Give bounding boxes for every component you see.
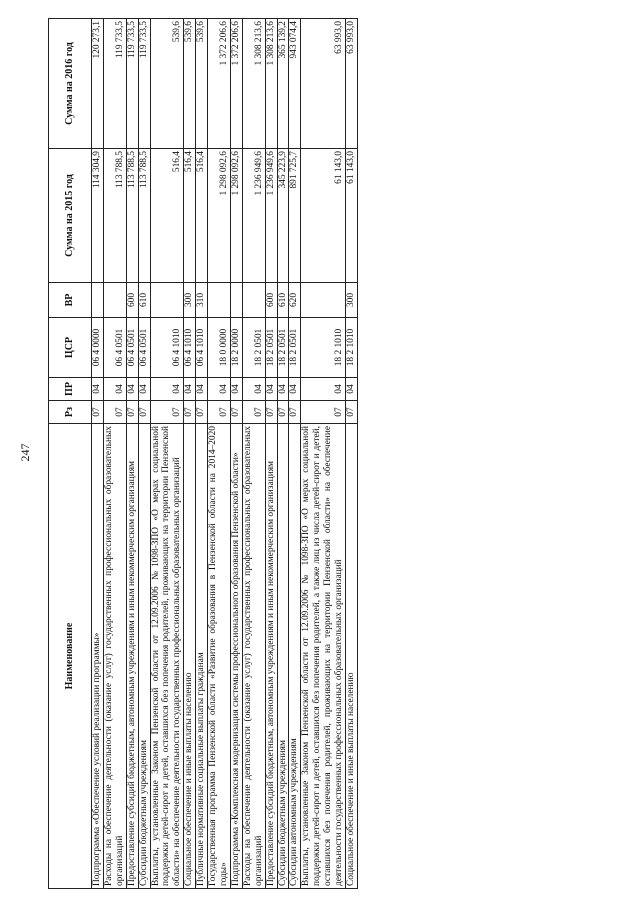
header-sum-2015: Сумма на 2015 год xyxy=(49,149,92,283)
row-pr: 04 xyxy=(184,378,196,401)
row-pr: 04 xyxy=(92,378,104,401)
row-vr: 610 xyxy=(138,283,150,318)
row-vr: 310 xyxy=(196,283,208,318)
row-pr: 04 xyxy=(242,378,265,401)
row-rz: 07 xyxy=(345,401,357,424)
row-csr: 06 4 1010 xyxy=(196,318,208,378)
row-rz: 07 xyxy=(208,401,231,424)
table-row xyxy=(301,19,346,889)
row-sum-2015: 113 788,5 xyxy=(138,149,150,283)
row-name: Подпрограмма «Комплексная модернизация системы профессионального образования Пензенской области» xyxy=(230,424,242,889)
row-vr: 600 xyxy=(126,283,138,318)
row-csr: 06 4 1010 xyxy=(150,318,184,378)
row-sum-2016: 365 139,2 xyxy=(277,19,289,149)
header-csr: ЦСР xyxy=(49,318,92,378)
row-sum-2015: 1 298 092,6 xyxy=(208,149,231,283)
row-sum-2016: 120 273,1 xyxy=(92,19,104,149)
row-rz: 07 xyxy=(265,401,277,424)
row-name: Государственная программа Пензенской области «Развитие образования в Пензенской области на 2014–2020 годы» xyxy=(208,424,231,889)
header-sum-2016: Сумма на 2016 год xyxy=(49,19,92,149)
row-pr: 04 xyxy=(230,378,242,401)
table-header xyxy=(49,19,92,889)
row-sum-2016: 119 733,5 xyxy=(138,19,150,149)
row-pr: 04 xyxy=(138,378,150,401)
row-rz: 07 xyxy=(230,401,242,424)
row-rz: 07 xyxy=(242,401,265,424)
row-name: Субсидии автономным учреждениям xyxy=(289,424,301,889)
row-pr: 04 xyxy=(277,378,289,401)
table-row xyxy=(242,19,265,889)
header-pr: ПР xyxy=(49,378,92,401)
row-csr: 06 4 1010 xyxy=(184,318,196,378)
row-pr: 04 xyxy=(265,378,277,401)
table-body xyxy=(92,19,358,889)
row-csr: 18 2 0000 xyxy=(230,318,242,378)
row-sum-2015: 516,4 xyxy=(150,149,184,283)
row-name: Публичные нормативные социальные выплаты гражданам xyxy=(196,424,208,889)
row-name: Социальное обеспечение и иные выплаты населению xyxy=(345,424,357,889)
header-row xyxy=(49,19,92,889)
row-name: Социальное обеспечение и иные выплаты населению xyxy=(184,424,196,889)
row-vr xyxy=(208,283,231,318)
row-rz: 07 xyxy=(103,401,126,424)
table-row xyxy=(230,19,242,889)
page-number: 247 xyxy=(18,443,32,462)
row-name: Расходы на обеспечение деятельности (оказание услуг) государственных профессиональных образовательных организаций xyxy=(103,424,126,889)
row-csr: 18 2 0501 xyxy=(242,318,265,378)
row-name: Предоставление субсидий бюджетным, автономным учреждениям и иным некоммерческим организациям xyxy=(126,424,138,889)
row-sum-2015: 1 236 949,6 xyxy=(265,149,277,283)
row-sum-2015: 114 304,9 xyxy=(92,149,104,283)
row-name: Расходы на обеспечение деятельности (оказание услуг) государственных профессиональных образовательных организаций xyxy=(242,424,265,889)
row-vr: 620 xyxy=(289,283,301,318)
table-row xyxy=(345,19,357,889)
row-rz: 07 xyxy=(138,401,150,424)
row-sum-2015: 1 236 949,6 xyxy=(242,149,265,283)
table-row xyxy=(184,19,196,889)
row-sum-2016: 1 372 206,6 xyxy=(208,19,231,149)
row-vr: 300 xyxy=(184,283,196,318)
row-csr: 06 4 0501 xyxy=(103,318,126,378)
row-rz: 07 xyxy=(289,401,301,424)
table-row xyxy=(138,19,150,889)
row-vr: 610 xyxy=(277,283,289,318)
row-csr: 18 2 1010 xyxy=(345,318,357,378)
row-vr xyxy=(92,283,104,318)
row-pr: 04 xyxy=(301,378,346,401)
row-rz: 07 xyxy=(277,401,289,424)
row-csr: 06 4 0501 xyxy=(138,318,150,378)
row-sum-2016: 1 372 206,6 xyxy=(230,19,242,149)
header-name: Наименование xyxy=(49,424,92,889)
row-sum-2016: 119 733,5 xyxy=(103,19,126,149)
row-vr xyxy=(150,283,184,318)
table-row xyxy=(265,19,277,889)
table-row xyxy=(208,19,231,889)
row-pr: 04 xyxy=(345,378,357,401)
row-pr: 04 xyxy=(289,378,301,401)
row-vr: 600 xyxy=(265,283,277,318)
row-sum-2016: 539,6 xyxy=(150,19,184,149)
row-vr xyxy=(103,283,126,318)
row-sum-2015: 516,4 xyxy=(196,149,208,283)
row-rz: 07 xyxy=(196,401,208,424)
row-name: Субсидии бюджетным учреждениям xyxy=(138,424,150,889)
row-csr: 18 2 0501 xyxy=(289,318,301,378)
table-row xyxy=(277,19,289,889)
row-sum-2015: 891 725,7 xyxy=(289,149,301,283)
row-name: Предоставление субсидий бюджетным, автономным учреждениям и иным некоммерческим организациям xyxy=(265,424,277,889)
row-name: Субсидии бюджетным учреждениям xyxy=(277,424,289,889)
row-csr: 18 2 0501 xyxy=(265,318,277,378)
row-sum-2015: 516,4 xyxy=(184,149,196,283)
row-rz: 07 xyxy=(301,401,346,424)
row-vr xyxy=(242,283,265,318)
table-row xyxy=(92,19,104,889)
table-row xyxy=(103,19,126,889)
row-sum-2015: 345 223,9 xyxy=(277,149,289,283)
row-csr: 18 0 0000 xyxy=(208,318,231,378)
row-rz: 07 xyxy=(126,401,138,424)
row-sum-2015: 113 788,5 xyxy=(103,149,126,283)
row-sum-2016: 1 308 213,6 xyxy=(242,19,265,149)
row-csr: 06 4 0000 xyxy=(92,318,104,378)
row-sum-2015: 113 788,5 xyxy=(126,149,138,283)
row-sum-2016: 119 733,5 xyxy=(126,19,138,149)
row-pr: 04 xyxy=(196,378,208,401)
table-row xyxy=(126,19,138,889)
row-vr xyxy=(301,283,346,318)
row-rz: 07 xyxy=(92,401,104,424)
row-csr: 06 4 0501 xyxy=(126,318,138,378)
row-rz: 07 xyxy=(184,401,196,424)
row-sum-2016: 539,6 xyxy=(196,19,208,149)
budget-table xyxy=(48,18,358,889)
row-csr: 18 2 0501 xyxy=(277,318,289,378)
table-row xyxy=(150,19,184,889)
table-row xyxy=(289,19,301,889)
row-sum-2016: 943 074,4 xyxy=(289,19,301,149)
row-name: Подпрограмма «Обеспечение условий реализации программы» xyxy=(92,424,104,889)
header-rz: Рз xyxy=(49,401,92,424)
row-pr: 04 xyxy=(208,378,231,401)
row-name: Выплаты, установленные Законом Пензенской области от 12.09.2006 №1098-ЗПО «О мерах социальной поддержки детей-сирот и детей, оставшихся без попечения родителей, проживающих на территории Пензенской области» на обеспечение деятельности государственных профессиональных образовательных организаций xyxy=(150,424,184,889)
row-sum-2016: 1 308 213,6 xyxy=(265,19,277,149)
row-sum-2016: 63 993,0 xyxy=(345,19,357,149)
row-pr: 04 xyxy=(126,378,138,401)
row-name: Выплаты, установленные Законом Пензенской области от 12.09.2006 № 1098-ЗПО «О мерах социальной поддержки детей-сирот и детей, оставшихся без попечения родителей, а также лиц из числа детей-сирот и детей, оставшихся без попечения родителей, проживающих на территории Пензенской области» на обеспечение деятельности государственных профессиональных образовательных организаций xyxy=(301,424,346,889)
header-vr: ВР xyxy=(49,283,92,318)
row-csr: 18 2 1010 xyxy=(301,318,346,378)
row-pr: 04 xyxy=(103,378,126,401)
row-pr: 04 xyxy=(150,378,184,401)
row-sum-2015: 1 298 092,6 xyxy=(230,149,242,283)
row-vr: 300 xyxy=(345,283,357,318)
row-sum-2016: 63 993,0 xyxy=(301,19,346,149)
row-sum-2016: 539,6 xyxy=(184,19,196,149)
table-row xyxy=(196,19,208,889)
row-sum-2015: 61 143,0 xyxy=(345,149,357,283)
row-rz: 07 xyxy=(150,401,184,424)
row-vr xyxy=(230,283,242,318)
row-sum-2015: 61 143,0 xyxy=(301,149,346,283)
